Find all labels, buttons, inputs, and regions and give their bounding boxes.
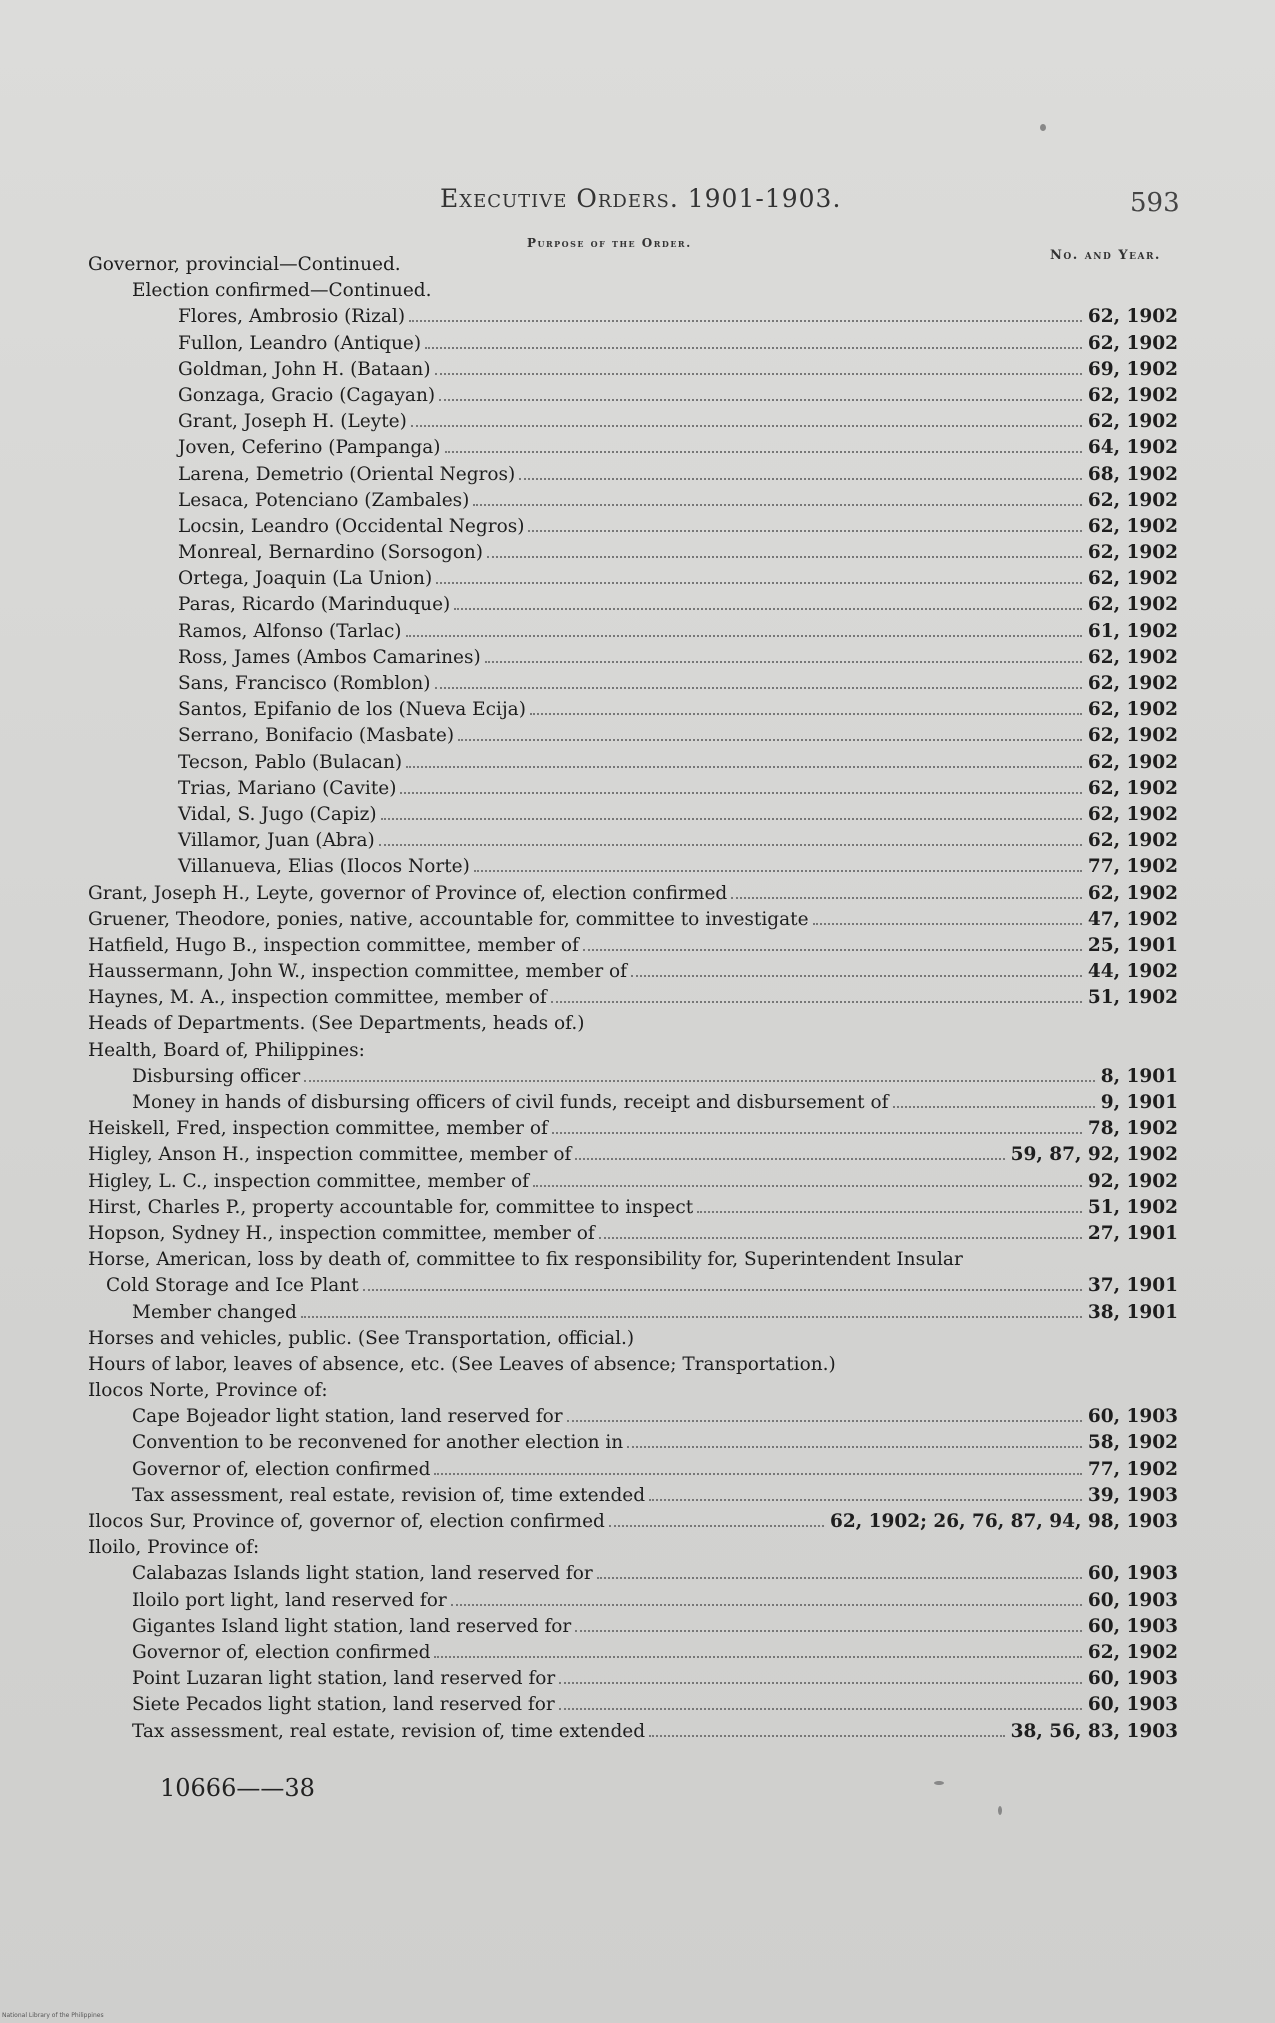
dot-leader — [530, 713, 1082, 715]
entry-order-number: 62, 1902 — [1087, 699, 1178, 721]
entry-order-number: 51, 1902 — [1087, 987, 1178, 1009]
entry-text: Trias, Mariano (Cavite) — [178, 777, 397, 799]
entry-text: Larena, Demetrio (Oriental Negros) — [178, 463, 516, 485]
entry-order-number: 62, 1902 — [1087, 646, 1178, 668]
entry-text: Higley, Anson H., inspection committee, member of — [88, 1144, 572, 1166]
entry-order-number: 78, 1902 — [1087, 1118, 1178, 1140]
dot-leader — [575, 1158, 1004, 1160]
entry-text: Villamor, Juan (Abra) — [178, 830, 375, 852]
index-entry — [88, 881, 1178, 907]
index-entry — [88, 1247, 1178, 1273]
index-entry — [88, 566, 1178, 592]
entry-order-number: 37, 1901 — [1087, 1275, 1178, 1297]
dot-leader — [559, 1682, 1082, 1684]
dot-leader — [551, 1001, 1082, 1003]
entry-text: Santos, Epifanio de los (Nueva Ecija) — [178, 699, 526, 721]
index-entry — [88, 1038, 1178, 1064]
entry-text: Heiskell, Fred, inspection committee, member of — [88, 1118, 548, 1140]
index-entry — [88, 1614, 1178, 1640]
entry-order-number: 62, 1902 — [1087, 306, 1178, 328]
index-entry — [88, 1430, 1178, 1456]
index-entry — [88, 1483, 1178, 1509]
entry-text: Tax assessment, real estate, revision of, time extended — [132, 1484, 646, 1506]
page-number: 593 — [1130, 188, 1180, 218]
entry-text: Serrano, Bonifacio (Masbate) — [178, 725, 455, 747]
entry-text: Ilocos Sur, Province of, governor of, election confirmed — [88, 1511, 605, 1532]
entry-text: Haussermann, John W., inspection committee, member of — [88, 961, 628, 983]
dot-leader — [599, 1237, 1082, 1239]
entry-text: Gruener, Theodore, ponies, native, accountable for, committee to investigate — [88, 908, 809, 930]
entry-text: Governor, provincial—Continued. — [88, 254, 401, 275]
entry-text: Cape Bojeador light station, land reserved for — [132, 1406, 563, 1428]
entry-order-number: 62, 1902 — [1087, 489, 1178, 511]
dot-leader — [485, 661, 1082, 663]
column-heading-number: No. and Year. — [1050, 248, 1161, 263]
entry-text: Ross, James (Ambos Camarines) — [178, 646, 481, 668]
dot-leader — [627, 1446, 1082, 1448]
index-entry — [88, 514, 1178, 540]
dot-leader — [409, 320, 1082, 322]
index-entry — [88, 1535, 1178, 1561]
entry-order-number: 62, 1902 — [1087, 673, 1178, 694]
entry-text: Haynes, M. A., inspection committee, member of — [88, 987, 547, 1009]
entry-order-number: 62, 1902 — [1087, 568, 1178, 590]
dot-leader — [445, 451, 1082, 453]
entry-text: Tax assessment, real estate, revision of, time extended — [132, 1720, 646, 1742]
entry-order-number: 68, 1902 — [1087, 463, 1178, 485]
index-entry — [88, 907, 1178, 933]
index-entry — [88, 592, 1178, 618]
scan-speck — [934, 1781, 944, 1785]
index-entry — [88, 645, 1178, 671]
dot-leader — [434, 1656, 1081, 1658]
entry-order-number: 51, 1902 — [1087, 1196, 1178, 1218]
entry-order-number: 60, 1903 — [1087, 1563, 1178, 1585]
entry-order-number: 38, 56, 83, 1903 — [1010, 1720, 1178, 1742]
entry-text: Vidal, S. Jugo (Capiz) — [178, 803, 377, 825]
entry-text: Health, Board of, Philippines: — [88, 1039, 365, 1061]
entry-text: Iloilo port light, land reserved for — [132, 1589, 447, 1611]
dot-leader — [474, 870, 1082, 872]
entry-text: Iloilo, Province of: — [88, 1537, 260, 1559]
entry-order-number: 58, 1902 — [1087, 1432, 1178, 1454]
dot-leader — [406, 766, 1082, 768]
entry-text: Hours of labor, leaves of absence, etc. (See Leaves of absence; Transportation.) — [88, 1353, 836, 1375]
entry-text: Convention to be reconvened for another election in — [132, 1432, 624, 1454]
dot-leader — [528, 530, 1081, 532]
dot-leader — [434, 1473, 1081, 1475]
dot-leader — [893, 1106, 1095, 1108]
index-entry — [88, 671, 1178, 697]
entry-text: Hopson, Sydney H., inspection committee, member of — [88, 1222, 595, 1244]
dot-leader — [451, 1604, 1082, 1606]
dot-leader — [583, 949, 1082, 951]
entry-order-number: 44, 1902 — [1087, 961, 1178, 983]
entry-order-number: 8, 1901 — [1100, 1065, 1178, 1087]
entry-text: Monreal, Bernardino (Sorsogon) — [178, 542, 483, 564]
dot-leader — [552, 1132, 1082, 1134]
index-entry — [88, 1273, 1178, 1299]
index-entry — [88, 854, 1178, 880]
dot-leader — [473, 504, 1082, 506]
dot-leader — [381, 818, 1082, 820]
index-entry — [88, 1719, 1178, 1745]
dot-leader — [439, 399, 1082, 401]
entry-order-number: 9, 1901 — [1100, 1092, 1178, 1113]
printer-signature: 10666——38 — [160, 1774, 315, 1802]
index-entry — [88, 304, 1178, 330]
entry-text: Paras, Ricardo (Marinduque) — [178, 594, 451, 616]
dot-leader — [609, 1525, 824, 1527]
index-entry — [88, 540, 1178, 566]
entry-order-number: 62, 1902; 26, 76, 87, 94, 98, 1903 — [829, 1511, 1178, 1532]
index-entry — [88, 435, 1178, 461]
index-entry — [88, 1221, 1178, 1247]
index-entry — [88, 1666, 1178, 1692]
index-entry — [88, 1090, 1178, 1116]
entry-order-number: 92, 1902 — [1087, 1170, 1178, 1192]
entry-text: Gigantes Island light station, land reserved for — [132, 1615, 572, 1637]
dot-leader — [436, 582, 1082, 584]
index-entry — [88, 619, 1178, 645]
entry-order-number: 77, 1902 — [1087, 1458, 1178, 1480]
dot-leader — [301, 1316, 1082, 1318]
dot-leader — [304, 1080, 1095, 1082]
entry-order-number: 62, 1902 — [1087, 803, 1178, 825]
entry-text: Hatfield, Hugo B., inspection committee, member of — [88, 934, 579, 956]
index-entries — [88, 252, 1178, 1745]
entry-text: Gonzaga, Gracio (Cagayan) — [178, 384, 436, 406]
index-entry — [88, 723, 1178, 749]
index-entry — [88, 750, 1178, 776]
entry-order-number: 62, 1902 — [1087, 332, 1178, 354]
dot-leader — [697, 1211, 1082, 1213]
entry-text: Siete Pecados light station, land reserved for — [132, 1694, 555, 1716]
index-entry — [88, 1640, 1178, 1666]
dot-leader — [597, 1577, 1082, 1579]
index-entry — [88, 488, 1178, 514]
index-entry — [88, 1300, 1178, 1326]
entry-text: Grant, Joseph H., Leyte, governor of Province of, election confirmed — [88, 882, 728, 904]
entry-text: Point Luzaran light station, land reserved for — [132, 1668, 556, 1690]
index-entry — [88, 1692, 1178, 1718]
entry-order-number: 64, 1902 — [1087, 437, 1178, 459]
dot-leader — [731, 897, 1082, 899]
entry-order-number: 27, 1901 — [1087, 1222, 1178, 1244]
entry-order-number: 38, 1901 — [1087, 1301, 1178, 1323]
entry-text: Joven, Ceferino (Pampanga) — [178, 437, 441, 459]
dot-leader — [435, 373, 1082, 375]
index-entry — [88, 1169, 1178, 1195]
entry-text: Governor of, election confirmed — [132, 1458, 431, 1480]
entry-order-number: 62, 1902 — [1087, 384, 1178, 406]
entry-text: Heads of Departments. (See Departments, heads of.) — [88, 1013, 585, 1035]
entry-text: Calabazas Islands light station, land reserved for — [132, 1563, 593, 1585]
index-entry — [88, 1064, 1178, 1090]
entry-text: Grant, Joseph H. (Leyte) — [178, 411, 407, 433]
index-entry — [88, 278, 1178, 304]
dot-leader — [559, 1708, 1082, 1710]
dot-leader — [567, 1420, 1082, 1422]
entry-order-number: 62, 1902 — [1087, 542, 1178, 564]
dot-leader — [649, 1735, 1005, 1737]
dot-leader — [400, 792, 1081, 794]
entry-order-number: 62, 1902 — [1087, 882, 1178, 904]
index-entry — [88, 357, 1178, 383]
index-entry — [88, 985, 1178, 1011]
dot-leader — [435, 687, 1082, 689]
entry-order-number: 62, 1902 — [1087, 411, 1178, 433]
index-entry — [88, 1352, 1178, 1378]
entry-text: Horses and vehicles, public. (See Transportation, official.) — [88, 1327, 635, 1349]
index-entry — [88, 331, 1178, 357]
entry-order-number: 60, 1903 — [1087, 1668, 1178, 1690]
scan-speck — [1040, 124, 1046, 131]
index-entry — [88, 776, 1178, 802]
entry-order-number: 47, 1902 — [1087, 908, 1178, 930]
running-head — [0, 184, 1275, 224]
entry-text: Lesaca, Potenciano (Zambales) — [178, 489, 470, 511]
index-entry — [88, 933, 1178, 959]
entry-text: Member changed — [132, 1301, 297, 1323]
entry-text: Villanueva, Elias (Ilocos Norte) — [178, 856, 470, 878]
index-entry — [88, 802, 1178, 828]
index-entry — [88, 1509, 1178, 1535]
entry-text: Locsin, Leandro (Occidental Negros) — [178, 515, 525, 537]
dot-leader — [519, 478, 1082, 480]
dot-leader — [487, 556, 1082, 558]
entry-order-number: 62, 1902 — [1087, 1641, 1178, 1663]
entry-text: Fullon, Leandro (Antique) — [178, 332, 422, 354]
entry-text: Ramos, Alfonso (Tarlac) — [178, 620, 402, 642]
dot-leader — [575, 1630, 1082, 1632]
dot-leader — [533, 1185, 1082, 1187]
entry-text: Sans, Francisco (Romblon) — [178, 673, 431, 694]
entry-order-number: 62, 1902 — [1087, 725, 1178, 747]
scan-imprint: National Library of the Philippines — [2, 2012, 104, 2019]
entry-order-number: 60, 1903 — [1087, 1615, 1178, 1637]
dot-leader — [454, 608, 1082, 610]
dot-leader — [458, 739, 1082, 741]
entry-order-number: 60, 1903 — [1087, 1406, 1178, 1428]
dot-leader — [631, 975, 1082, 977]
entry-order-number: 60, 1903 — [1087, 1589, 1178, 1611]
index-entry — [88, 828, 1178, 854]
index-entry — [88, 1116, 1178, 1142]
entry-order-number: 69, 1902 — [1087, 358, 1178, 380]
index-entry — [88, 252, 1178, 278]
index-entry — [88, 697, 1178, 723]
entry-text: Ilocos Norte, Province of: — [88, 1380, 328, 1402]
index-entry — [88, 383, 1178, 409]
entry-text: Disbursing officer — [132, 1065, 301, 1087]
index-entry — [88, 1378, 1178, 1404]
entry-text: Governor of, election confirmed — [132, 1641, 431, 1663]
entry-order-number: 62, 1902 — [1087, 515, 1178, 537]
entry-text: Horse, American, loss by death of, committee to fix responsibility for, Superintendent Insular — [88, 1249, 963, 1271]
dot-leader — [406, 635, 1082, 637]
index-entry — [88, 1326, 1178, 1352]
running-title: Executive Orders. 1901-1903. — [440, 184, 842, 213]
dot-leader — [649, 1499, 1082, 1501]
entry-order-number: 62, 1902 — [1087, 594, 1178, 616]
column-heading-purpose: Purpose of the Order. — [527, 236, 692, 250]
dot-leader — [411, 425, 1082, 427]
index-entry — [88, 462, 1178, 488]
entry-order-number: 62, 1902 — [1087, 830, 1178, 852]
entry-order-number: 59, 87, 92, 1902 — [1010, 1144, 1178, 1166]
index-entry — [88, 1457, 1178, 1483]
entry-order-number: 77, 1902 — [1087, 856, 1178, 878]
entry-text: Tecson, Pablo (Bulacan) — [178, 751, 403, 773]
index-entry — [88, 1195, 1178, 1221]
dot-leader — [379, 844, 1082, 846]
index-entry — [88, 959, 1178, 985]
index-entry — [88, 1404, 1178, 1430]
entry-text: Cold Storage and Ice Plant — [106, 1275, 359, 1297]
index-entry — [88, 1561, 1178, 1587]
index-entry — [88, 1142, 1178, 1168]
entry-text: Money in hands of disbursing officers of civil funds, receipt and disbursement of — [132, 1092, 889, 1113]
entry-order-number: 39, 1903 — [1087, 1484, 1178, 1506]
dot-leader — [813, 923, 1082, 925]
entry-order-number: 62, 1902 — [1087, 751, 1178, 773]
index-entry — [88, 1011, 1178, 1037]
entry-order-number: 60, 1903 — [1087, 1694, 1178, 1716]
entry-text: Hirst, Charles P., property accountable for, committee to inspect — [88, 1196, 694, 1218]
entry-text: Goldman, John H. (Bataan) — [178, 358, 431, 380]
index-entry — [88, 409, 1178, 435]
index-entry — [88, 1588, 1178, 1614]
scan-speck — [998, 1806, 1002, 1815]
dot-leader — [363, 1289, 1082, 1291]
entry-order-number: 62, 1902 — [1087, 777, 1178, 799]
entry-text: Flores, Ambrosio (Rizal) — [178, 306, 406, 328]
entry-order-number: 61, 1902 — [1087, 620, 1178, 642]
dot-leader — [425, 347, 1082, 349]
entry-text: Ortega, Joaquin (La Union) — [178, 568, 433, 590]
entry-order-number: 25, 1901 — [1087, 934, 1178, 956]
entry-text: Election confirmed—Continued. — [132, 280, 432, 302]
entry-text: Higley, L. C., inspection committee, member of — [88, 1170, 530, 1192]
